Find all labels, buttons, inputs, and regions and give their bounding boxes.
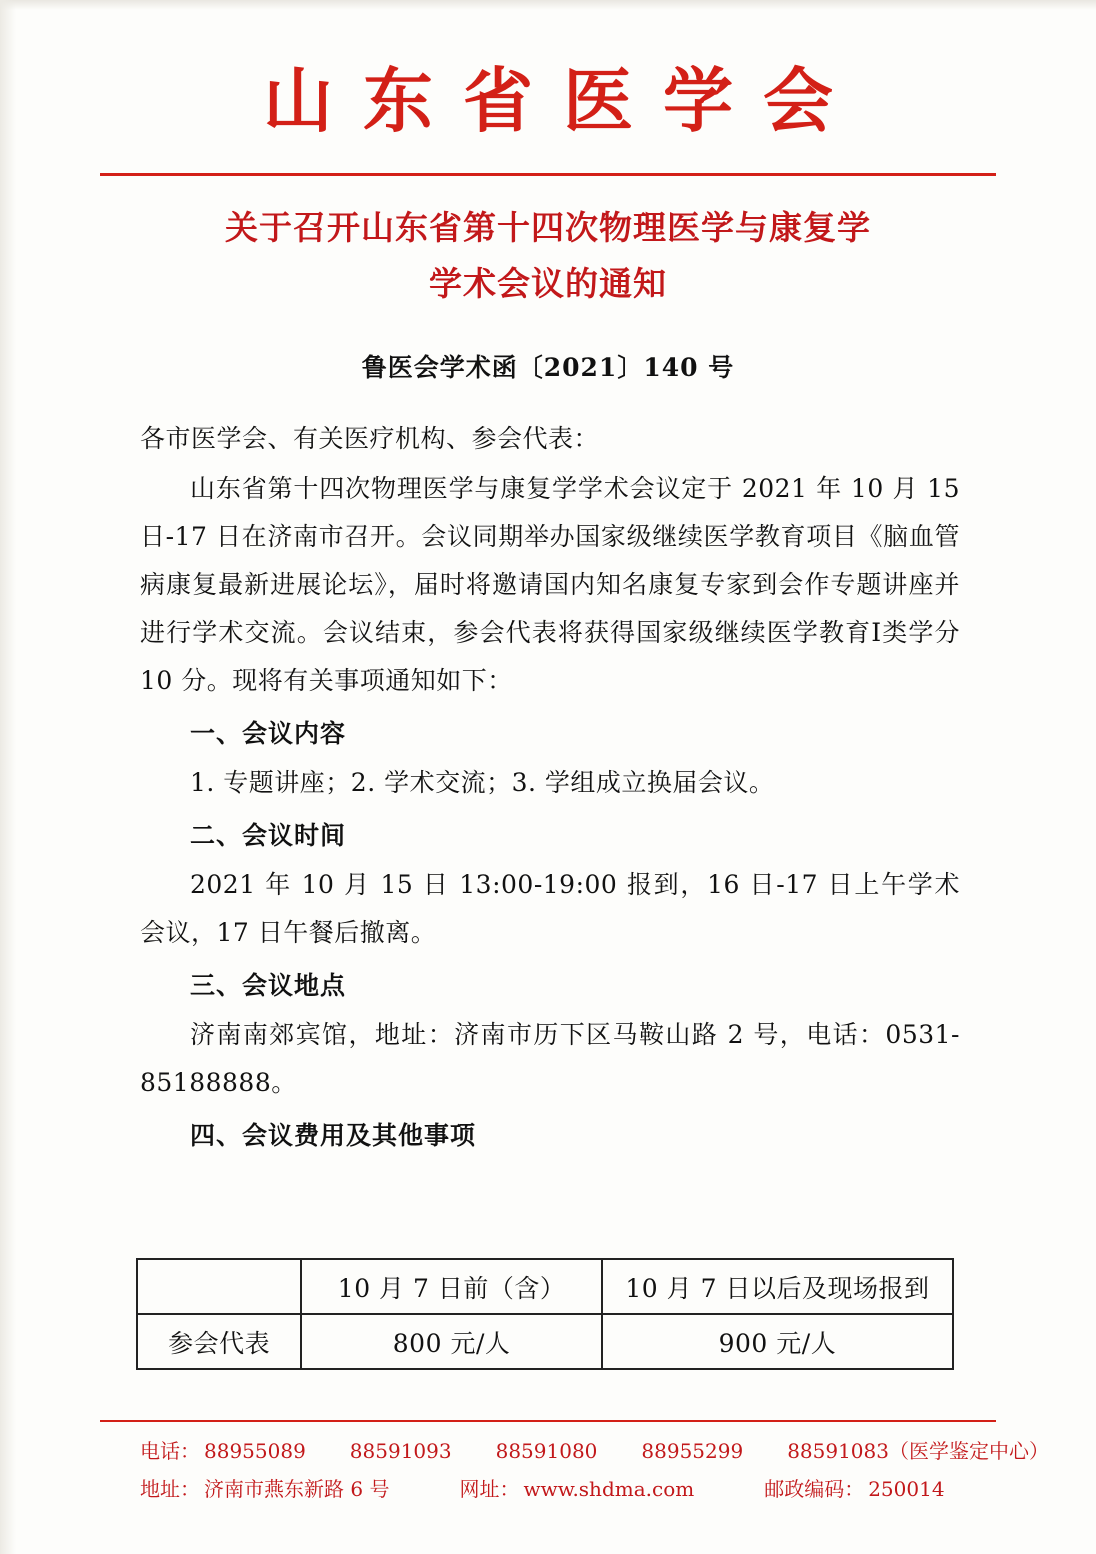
section-heading-1: 一、会议内容 [190,719,347,748]
phone-1: 88955089 [204,1439,306,1463]
footer-phone-row [140,1432,1049,1470]
phone-4: 88955299 [641,1439,744,1463]
table-header-early: 10 月 7 日前（含） [301,1259,602,1314]
section-text-1: 1. 专题讲座；2. 学术交流；3. 学组成立换届会议。 [190,768,775,797]
address-value: 济南市燕东新路 6 号 [204,1477,390,1501]
section-heading-3: 三、会议地点 [190,971,347,1000]
fee-table [136,1258,954,1370]
postcode-value: 250014 [868,1477,945,1501]
letterhead [0,59,1096,142]
table-header-blank [137,1259,301,1314]
phone-2: 88591093 [349,1439,452,1463]
page-title [120,200,976,312]
postcode-label: 邮政编码： [764,1477,865,1501]
scan-edge-top [0,0,1096,10]
footer [140,1432,1049,1508]
phone-5: 88591083（医学鉴定中心） [787,1439,1049,1463]
organization-name: 山东省医学会 [263,59,863,142]
phone-3: 88591080 [495,1439,598,1463]
table-cell-role: 参会代表 [137,1314,301,1369]
footer-address-row [140,1470,1020,1508]
phone-label: 电话： [140,1439,200,1463]
section-text-3: 济南南郊宾馆，地址：济南市历下区马鞍山路 2 号，电话：0531-85188888。 [140,1020,960,1097]
paragraph-intro: 山东省第十四次物理医学与康复学学术会议定于 2021 年 10 月 15 日-17 日在济南市召开。会议同期举办国家级继续医学教育项目《脑血管病康复最新进展论坛》，届时将邀请国内知名康复专家到会作专题讲座并进行学术交流。会议结束，参会代表将获得国家级继续医学教育Ⅰ类学分 10 分。现将有关事项通知如下： [140,474,960,695]
title-line-1: 关于召开山东省第十四次物理医学与康复学 [225,208,871,247]
document-number: 鲁医会学术函〔2021〕140 号 [361,353,735,382]
table-cell-early-fee: 800 元/人 [301,1314,602,1369]
salutation: 各市医学会、有关医疗机构、参会代表： [140,424,600,453]
website-value[interactable]: www.shdma.com [523,1477,695,1501]
section-heading-4: 四、会议费用及其他事项 [190,1121,477,1150]
title-line-2: 学术会议的通知 [429,264,667,304]
table-row [137,1314,953,1369]
table-cell-late-fee: 900 元/人 [602,1314,953,1369]
document-body [140,415,960,1161]
section-heading-2: 二、会议时间 [190,821,347,850]
footer-divider [100,1420,996,1422]
letterhead-divider [100,173,996,176]
section-text-2: 2021 年 10 月 15 日 13:00-19:00 报到，16 日-17 日上午学术会议，17 日午餐后撤离。 [140,870,960,947]
scan-edge-left [0,0,16,1554]
website-label: 网址： [459,1477,520,1501]
table-row-header [137,1259,953,1314]
address-label: 地址： [140,1477,200,1501]
table-header-late: 10 月 7 日以后及现场报到 [602,1259,953,1314]
